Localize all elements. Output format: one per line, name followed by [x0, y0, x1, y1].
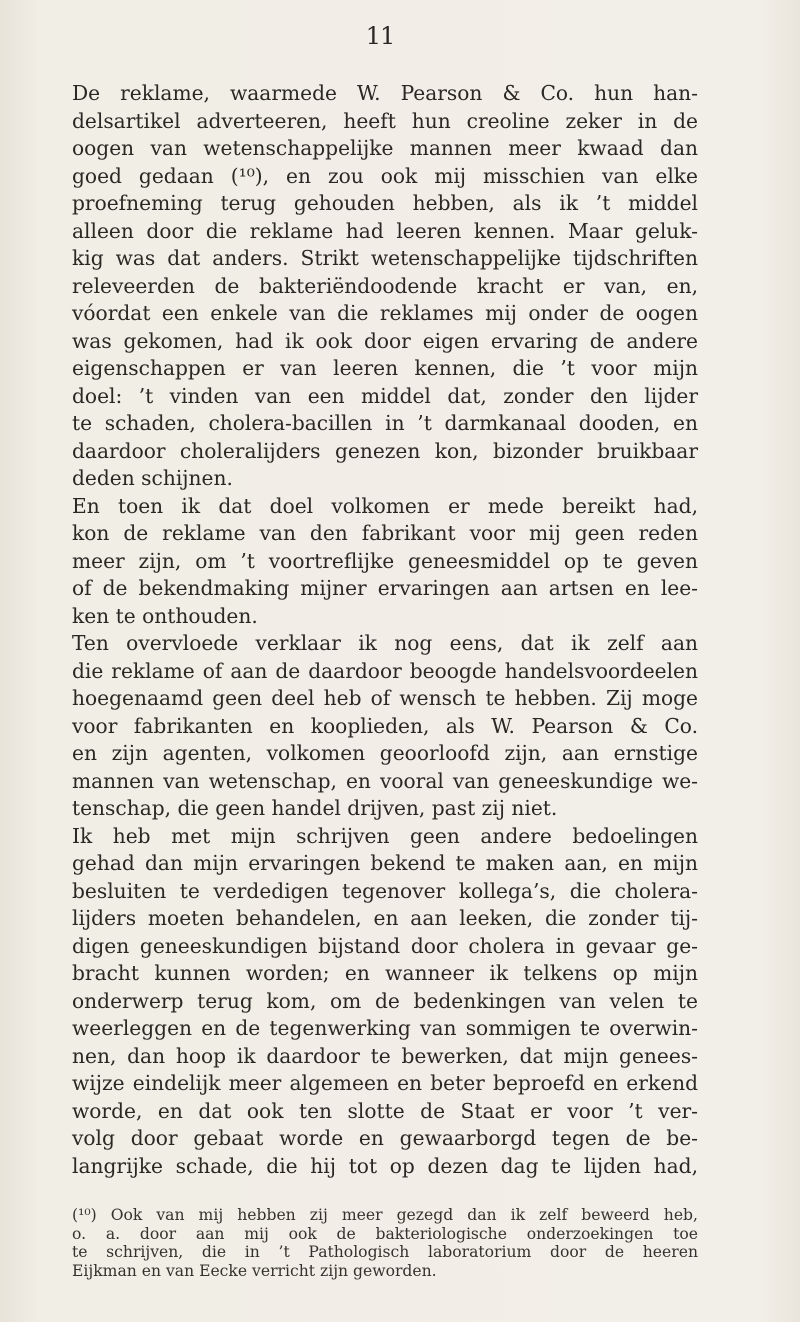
text-line: bracht kunnen worden; en wanneer ik telkens op mijn: [72, 961, 698, 985]
body-text: [72, 80, 698, 1180]
text-line: Ten overvloede verklaar ik nog eens, dat ik zelf aan: [72, 631, 698, 655]
text-line: De reklame, waarmede W. Pearson & Co. hun han-: [72, 81, 698, 105]
text-line: En toen ik dat doel volkomen er mede bereikt had,: [72, 493, 698, 518]
page-number: 11: [365, 22, 395, 50]
text-line: meer zijn, om ’t voortreflijke geneesmiddel op te geven: [72, 548, 698, 573]
text-line: weerleggen en de tegenwerking van sommigen te overwin-: [72, 1016, 698, 1040]
text-line: proefneming terug gehouden hebben, als ik ’t middel: [72, 191, 698, 215]
text-line: worde, en dat ook ten slotte de Staat er voor ’t ver-: [72, 1098, 698, 1123]
text-line: goed gedaan (¹⁰), en zou ook mij misschien van elke: [72, 163, 698, 188]
text-line: ken te onthouden.: [72, 603, 258, 628]
text-line: Ik heb met mijn schrijven geen andere bedoelingen: [72, 823, 698, 848]
footnote-line: Eijkman en van Eecke verricht zijn geworden.: [72, 1261, 437, 1280]
text-line: lijders moeten behandelen, en aan leeken, die zonder tij-: [72, 906, 698, 930]
text-line: kig was dat anders. Strikt wetenschappelijke tijdschriften: [72, 246, 698, 270]
text-line: delsartikel adverteeren, heeft hun creoline zeker in de: [72, 108, 698, 133]
text-line: nen, dan hoop ik daardoor te bewerken, dat mijn genees-: [72, 1043, 698, 1068]
text-line: alleen door die reklame had leeren kennen. Maar geluk-: [72, 218, 698, 243]
text-line: of de bekendmaking mijner ervaringen aan artsen en lee-: [72, 576, 698, 600]
text-line: langrijke schade, die hij tot op dezen dag te lijden had,: [72, 1153, 698, 1178]
footnote-line: o. a. door aan mij ook de bakteriologische onderzoekingen toe: [72, 1224, 698, 1243]
footnote-line: te schrijven, die in ’t Pathologisch laboratorium door de heeren: [72, 1243, 698, 1262]
text-line: onderwerp terug kom, om de bedenkingen van velen te: [72, 988, 698, 1013]
footnote-line: (¹⁰) Ook van mij hebben zij meer gezegd dan ik zelf beweerd heb,: [72, 1206, 698, 1224]
text-line: gehad dan mijn ervaringen bekend te maken aan, en mijn: [72, 851, 698, 875]
text-line: wijze eindelijk meer algemeen en beter beproefd en erkend: [72, 1071, 698, 1095]
text-line: vóordat een enkele van die reklames mij onder de oogen: [72, 301, 698, 325]
text-line: besluiten te verdedigen tegenover kollega’s, die cholera-: [72, 878, 698, 903]
footnote: [72, 1206, 698, 1280]
text-line: daardoor choleralijders genezen kon, bizonder bruikbaar: [72, 438, 698, 463]
text-line: mannen van wetenschap, en vooral van geneeskundige we-: [72, 768, 698, 793]
text-line: deden schijnen.: [72, 466, 233, 490]
text-line: volg door gebaat worde en gewaarborgd tegen de be-: [72, 1126, 698, 1150]
text-line: tenschap, die geen handel drijven, past zij niet.: [72, 796, 558, 820]
text-line: eigenschappen er van leeren kennen, die ’t voor mijn: [72, 356, 698, 380]
text-line: digen geneeskundigen bijstand door cholera in gevaar ge-: [72, 933, 698, 958]
text-line: die reklame of aan de daardoor beoogde handelsvoordeelen: [72, 658, 698, 683]
text-line: was gekomen, had ik ook door eigen ervaring de andere: [72, 328, 698, 353]
text-line: en zijn agenten, volkomen geoorloofd zijn, aan ernstige: [72, 741, 698, 765]
text-line: hoegenaamd geen deel heb of wensch te hebben. Zij moge: [72, 686, 698, 710]
text-line: kon de reklame van den fabrikant voor mij geen reden: [72, 521, 698, 545]
text-line: doel: ’t vinden van een middel dat, zonder den lijder: [72, 383, 698, 408]
text-line: releveerden de bakteriëndoodende kracht er van, en,: [72, 273, 698, 298]
text-line: oogen van wetenschappelijke mannen meer kwaad dan: [72, 136, 698, 160]
text-line: te schaden, cholera-bacillen in ’t darmkanaal dooden, en: [72, 411, 698, 435]
text-line: voor fabrikanten en kooplieden, als W. Pearson & Co.: [72, 713, 698, 738]
